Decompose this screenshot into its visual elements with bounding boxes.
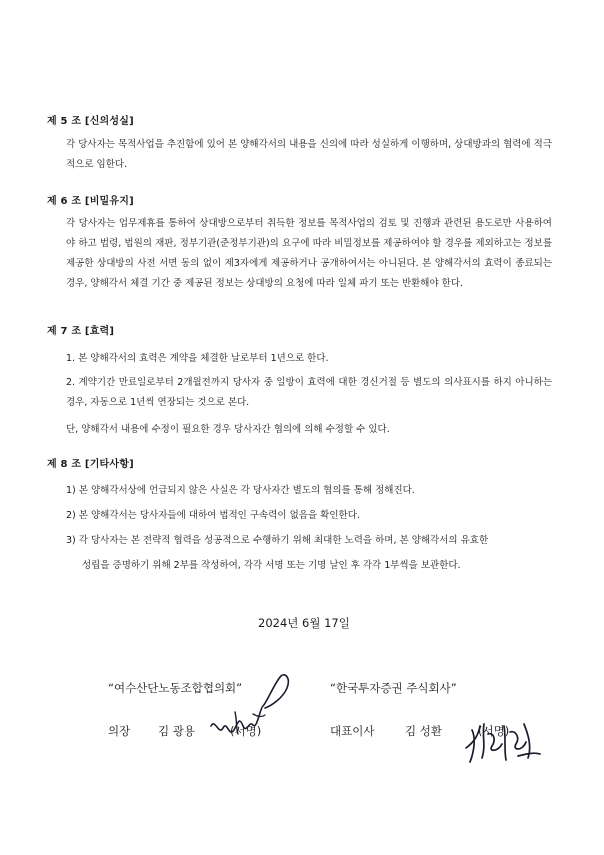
article-6-heading: 제 6 조 [비밀유지]: [47, 196, 134, 207]
left-party-title: 의장: [108, 724, 131, 738]
right-party-person: 김 성환: [405, 724, 442, 738]
article-6-body: 각 당사자는 업무제휴를 통하여 상대방으로부터 취득한 정보를 목적사업의 검토 및 진행과 관련된 용도로만 사용하여야 하고 법령, 법원의 재판, 정부기관(준정부기관)의 요구에 따라 비밀정보를 제공하여야 할 경우를 제외하고는 정보를 제공한 상대방의 사전 서면 동의 없이 제3자에게 제공하거나 공개하여서는 아니된다. 본 양해각서의 효력이 종료되는 경우, 양해각서 체결 기간 중 제공된 정보는 상대방의 요청에 따라 일체 파기 또는 반환해야 한다.: [66, 218, 552, 289]
article-8-heading: 제 8 조 [기타사항]: [47, 459, 134, 470]
article-7-note: 단, 양해각서 내용에 수정이 필요한 경우 당사자간 협의에 의해 수정할 수 있다.: [66, 424, 390, 435]
article-8-item-3-line-1: 3) 각 당사자는 본 전략적 협력을 성공적으로 수행하기 위해 최대한 노력을 하며, 본 양해각서의 유효한: [66, 535, 489, 546]
right-party-name: “한국투자증권 주식회사”: [330, 681, 457, 695]
left-party-name: “여수산단노동조합협의회”: [108, 681, 243, 695]
article-7-item-2: 2. 계약기간 만료일로부터 2개월전까지 당사자 중 일방이 효력에 대한 경신거절 등 별도의 의사표시를 하지 아니하는 경우, 자동으로 1년씩 연장되는 것으로 본다.: [66, 377, 552, 408]
article-7-heading: 제 7 조 [효력]: [47, 326, 115, 337]
signing-date: 2024년 6월 17일: [258, 616, 350, 630]
article-5-heading: 제 5 조 [신의성실]: [47, 116, 134, 127]
article-8-item-1: 1) 본 양해각서상에 언급되지 않은 사실은 각 당사자간 별도의 협의를 통해 정해진다.: [66, 485, 415, 496]
article-8-item-2: 2) 본 양해각서는 당사자들에 대하여 법적인 구속력이 없음을 확인한다.: [66, 510, 360, 521]
left-party-person: 김 광용: [158, 724, 195, 738]
article-8-item-3-line-2: 성립을 증명하기 위해 2부를 작성하여, 각각 서명 또는 기명 날인 후 각각 1부씩을 보관한다.: [82, 560, 461, 571]
left-party-sign-mark: (서명): [230, 724, 262, 738]
right-handwritten-signature: [462, 712, 542, 767]
right-party-title: 대표이사: [330, 724, 375, 738]
article-7-item-1: 1. 본 양해각서의 효력은 계약을 체결한 날로부터 1년으로 한다.: [66, 353, 329, 364]
article-5-body: 각 당사자는 목적사업을 추진함에 있어 본 양해각서의 내용을 신의에 따라 성실하게 이행하며, 상대방과의 협력에 적극적으로 임한다.: [66, 139, 552, 170]
left-handwritten-signature: [205, 668, 300, 748]
right-party-sign-mark: (서명): [478, 724, 510, 738]
